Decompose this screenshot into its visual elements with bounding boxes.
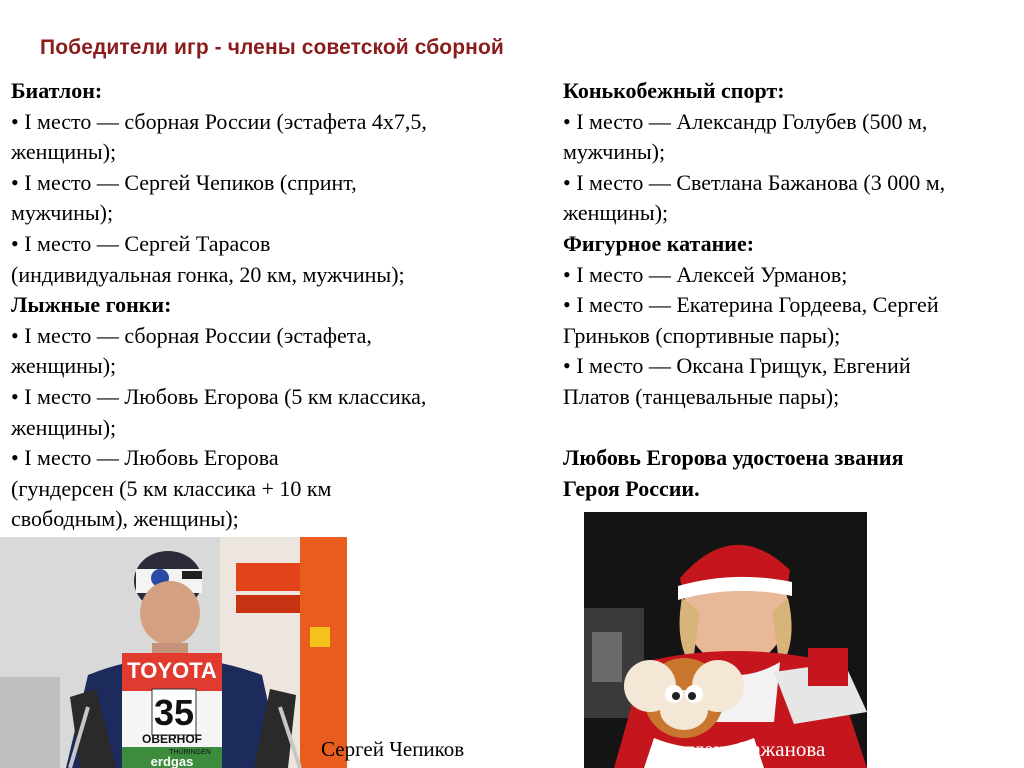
bib-bottom: erdgas	[150, 754, 194, 768]
left-column-line: • I место — сборная России (эстафета 4х7,5,	[11, 108, 427, 134]
left-column-line: свободным), женщины);	[11, 506, 239, 532]
right-column-heading: Фигурное катание:	[563, 230, 755, 256]
right-column-spacer	[563, 413, 1018, 444]
bib-number: 35	[153, 692, 195, 733]
right-column-line: • I место — Светлана Бажанова (3 000 м,	[563, 169, 946, 195]
bib-place: OBERHOF	[142, 732, 202, 746]
right-column-heading: Героя России.	[563, 475, 700, 501]
skater-caption: Светлана Бажанова	[652, 737, 826, 761]
biathlete-caption: Сергей Чепиков	[321, 737, 465, 761]
left-column	[11, 76, 531, 535]
right-column-line: Гриньков (спортивные пары);	[563, 322, 841, 348]
bib-sponsor: TOYOTA	[127, 658, 217, 683]
right-column-line: • I место — Оксана Грищук, Евгений	[563, 353, 911, 379]
bib-region: THÜRINGEN	[169, 749, 211, 756]
right-column-line: женщины);	[563, 200, 669, 226]
left-column-line: (индивидуальная гонка, 20 км, мужчины);	[11, 261, 405, 287]
right-column-line: • I место — Александр Голубев (500 м,	[563, 108, 928, 134]
left-column-line: (гундерсен (5 км классика + 10 км	[11, 475, 332, 501]
right-column-line: • I место — Екатерина Гордеева, Сергей	[563, 292, 939, 318]
left-column-line: • I место — Сергей Чепиков (спринт,	[11, 169, 357, 195]
left-column-heading: Биатлон:	[11, 78, 103, 103]
left-column-line: • I место — сборная России (эстафета,	[11, 322, 372, 348]
left-column-line: женщины);	[11, 353, 117, 379]
biathlete-photo	[0, 537, 347, 768]
left-column-line: женщины);	[11, 139, 117, 165]
left-column-heading: Лыжные гонки:	[11, 292, 172, 318]
skater-photo	[584, 512, 867, 768]
right-column	[563, 76, 1018, 504]
right-column-line: мужчины);	[563, 139, 666, 165]
slide-title: Победители игр - члены советской сборной	[40, 36, 504, 59]
right-column-heading: Любовь Егорова удостоена звания	[563, 445, 904, 471]
left-column-line: • I место — Любовь Егорова	[11, 445, 279, 471]
right-column-line: • I место — Алексей Урманов;	[563, 261, 848, 287]
left-column-line: мужчины);	[11, 200, 114, 226]
left-column-line: женщины);	[11, 414, 117, 440]
right-column-heading: Конькобежный спорт:	[563, 78, 785, 103]
right-column-line: Платов (танцевальные пары);	[563, 383, 840, 409]
left-column-line: • I место — Любовь Егорова (5 км классика,	[11, 383, 427, 409]
left-column-line: • I место — Сергей Тарасов	[11, 230, 271, 256]
